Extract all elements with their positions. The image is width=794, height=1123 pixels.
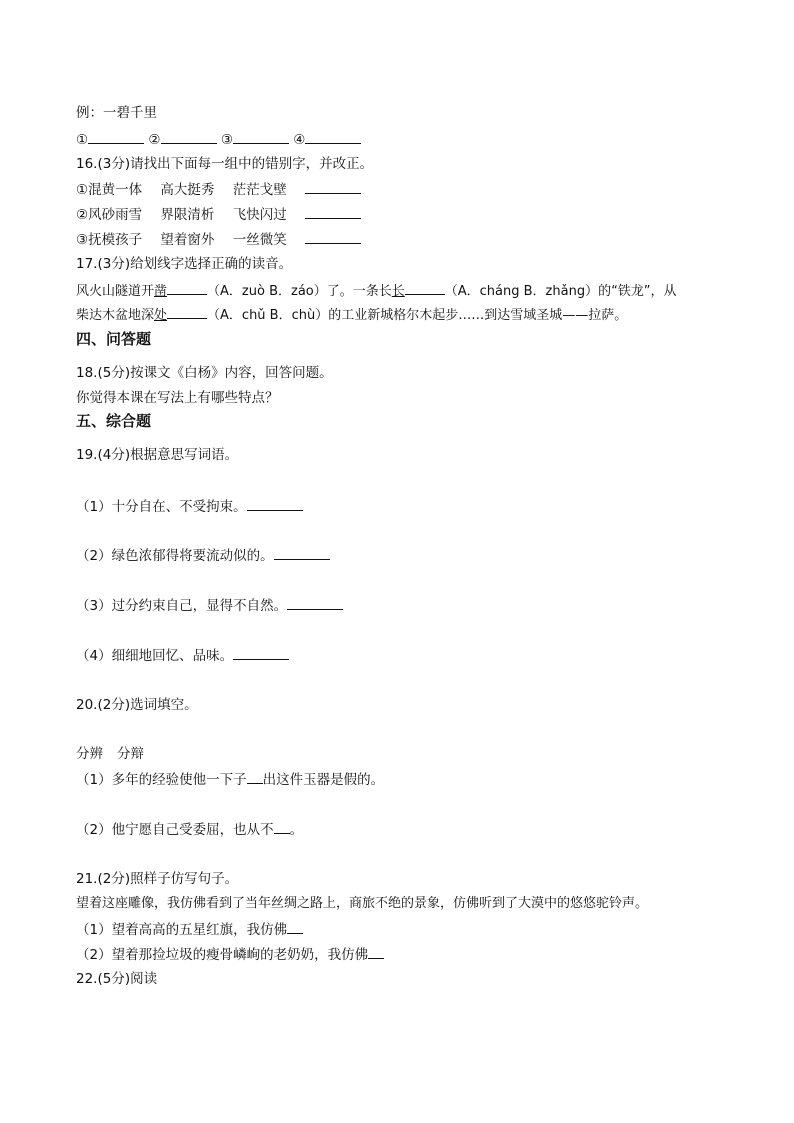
q19-stem: 19.(4分)根据意思写词语。	[76, 447, 239, 463]
q21-s1-text: （1）望着高高的五星红旗，我仿佛	[76, 922, 288, 938]
q16-r3-answer[interactable]	[305, 230, 361, 244]
q20-word-2: 分辩	[117, 746, 144, 762]
q20-s1-text-a: （1）多年的经验使他一下子	[76, 772, 247, 788]
q16-row-3	[76, 230, 361, 249]
q16-r1-w2: 高大挺秀	[160, 182, 215, 198]
blank-1-input[interactable]	[88, 130, 144, 144]
q16-row-1	[76, 180, 361, 199]
q16-r1-w3: 茫茫戈壁	[232, 182, 287, 198]
q16-row-2	[76, 205, 361, 224]
q17-underlined-char-2: 长	[391, 284, 405, 299]
blank-4-input[interactable]	[305, 130, 361, 144]
q20-word-choices	[76, 745, 144, 763]
q17-blank-2[interactable]	[405, 281, 445, 295]
q19-item-1	[76, 497, 303, 516]
q19-item-4	[76, 646, 289, 665]
q17-line-2	[76, 305, 627, 325]
blank-1-label: ①	[76, 132, 89, 148]
q17-l2-text-a: 柴达木盆地深	[76, 308, 155, 323]
q16-r3-w1: ③抚模孩子	[76, 232, 143, 248]
q18-stem: 18.(5分)按课文《白杨》内容，回答问题。	[76, 365, 333, 381]
q20-s2-blank[interactable]	[274, 820, 290, 834]
q20-stem: 20.(2分)选词填空。	[76, 697, 198, 713]
q20-s1-text-b: 出这件玉器是假的。	[262, 772, 385, 788]
section-4-heading: 四、问答题	[76, 330, 152, 348]
q19-item-3-blank[interactable]	[287, 596, 343, 610]
q21-example: 望着这座雕像，我仿佛看到了当年丝绸之路上，商旅不绝的景象，仿佛听到了大漠中的悠悠驼铃声。	[76, 896, 649, 911]
q21-s2-text: （2）望着那捡垃圾的瘦骨嶙峋的老奶奶，我仿佛	[76, 947, 369, 963]
q16-r1-answer[interactable]	[305, 180, 361, 194]
blank-2-label: ②	[148, 132, 161, 148]
q17-underlined-char-1: 凿	[154, 284, 168, 299]
q21-sentence-1	[76, 920, 303, 939]
q16-r3-w2: 望着窗外	[160, 232, 215, 248]
q19-item-2-text: （2）绿色浓郁得将要流动似的。	[76, 548, 274, 564]
q19-item-2-blank[interactable]	[274, 546, 330, 560]
q19-item-4-blank[interactable]	[233, 646, 289, 660]
q20-word-1: 分辨	[76, 746, 103, 762]
q20-s1-blank[interactable]	[247, 770, 263, 784]
blank-3-label: ③	[220, 132, 233, 148]
q17-line-1	[76, 281, 677, 301]
section-5-heading: 五、综合题	[76, 412, 152, 430]
q18-question: 你觉得本课在写法上有哪些特点？	[76, 390, 279, 406]
q16-r3-w3: 一丝微笑	[232, 232, 287, 248]
q16-r2-w2: 界限清析	[160, 207, 215, 223]
blank-2-input[interactable]	[161, 130, 217, 144]
q19-item-1-blank[interactable]	[247, 497, 303, 511]
q21-sentence-2	[76, 945, 384, 964]
q17-l1-text-b: （A．zuò B．záo）了。一条长	[207, 284, 392, 299]
q19-item-1-text: （1）十分自在、不受拘束。	[76, 499, 247, 515]
example-blanks-row	[76, 130, 361, 149]
q20-s2-text-a: （2）他宁愿自己受委屈，也从不	[76, 822, 274, 838]
q16-r2-w3: 飞快闪过	[232, 207, 287, 223]
q17-underlined-char-3: 处	[154, 308, 168, 323]
q21-s2-blank[interactable]	[368, 945, 384, 959]
q22-stem: 22.(5分)阅读	[76, 971, 158, 987]
q16-r1-w1: ①混黄一体	[76, 182, 143, 198]
q17-l1-text-c: （A．cháng B．zhǎng）的“铁龙”，从	[444, 284, 677, 299]
q21-s1-blank[interactable]	[287, 920, 303, 934]
q21-stem: 21.(2分)照样子仿写句子。	[76, 871, 239, 887]
blank-4-label: ④	[293, 132, 306, 148]
q19-item-4-text: （4）细细地回忆、品味。	[76, 648, 234, 664]
q16-r2-w1: ②风砂雨雪	[76, 207, 143, 223]
q20-sentence-2	[76, 820, 303, 839]
q17-l2-text-b: （A．chǔ B．chù）的工业新城格尔木起步……到达雪域圣城——拉萨。	[207, 308, 628, 323]
q16-r2-answer[interactable]	[305, 205, 361, 219]
q17-blank-1[interactable]	[167, 281, 207, 295]
q20-s2-text-b: 。	[289, 822, 304, 838]
q17-blank-3[interactable]	[167, 305, 207, 319]
q19-item-3-text: （3）过分约束自己，显得不自然。	[76, 598, 288, 614]
q17-l1-text-a: 风火山隧道开	[76, 284, 155, 299]
blank-3-input[interactable]	[233, 130, 289, 144]
q19-item-2	[76, 546, 330, 565]
q16-stem: 16.(3分)请找出下面每一组中的错别字，并改正。	[76, 156, 374, 172]
example-label: 例：一碧千里	[76, 105, 157, 121]
q19-item-3	[76, 596, 343, 615]
q20-sentence-1	[76, 770, 384, 789]
q17-stem: 17.(3分)给划线字选择正确的读音。	[76, 256, 293, 272]
